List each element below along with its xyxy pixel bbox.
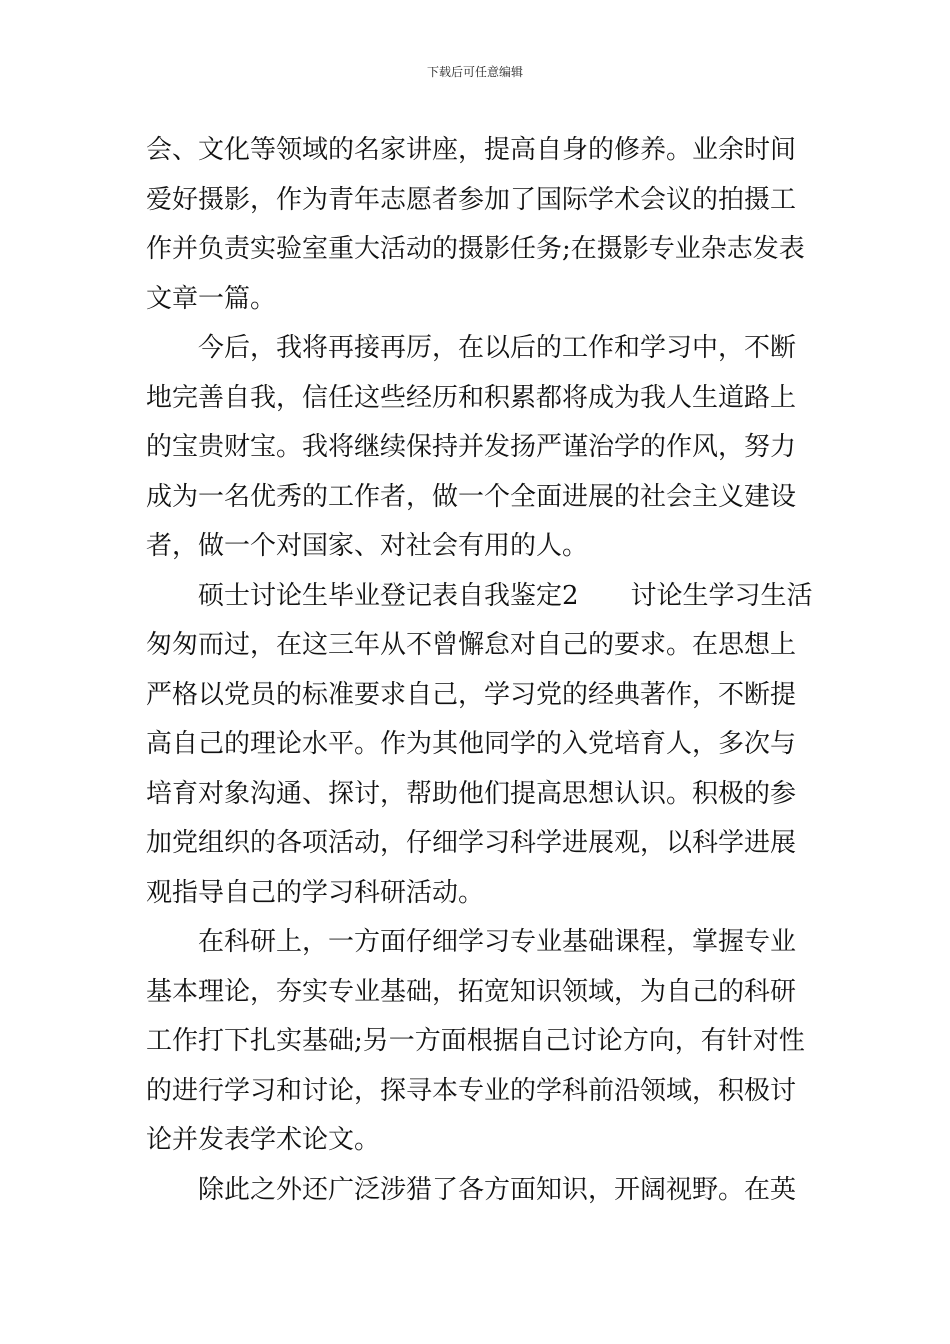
page-header: 下载后可任意编辑 [426, 65, 523, 79]
paragraph-research [146, 918, 806, 1166]
text-line: 基本理论，夯实专业基础，拓宽知识领域，为自己的科研 [146, 976, 797, 1007]
text-line: 观指导自己的学习科研活动。 [146, 877, 485, 908]
text-line: 的进行学习和讨论，探寻本专业的学科前沿领域，积极讨 [146, 1075, 797, 1106]
text-line: 匆匆而过，在这三年从不曾懈怠对自己的要求。在思想上 [146, 630, 797, 660]
paragraph-continuation [146, 126, 806, 324]
text-line: 高自己的理论水平。作为其他同学的入党培育人，多次与 [146, 729, 797, 759]
text-line: 硕士讨论生毕业登记表自我鉴定2 讨论生学习生活 [198, 580, 813, 611]
text-line: 论并发表学术论文。 [146, 1125, 381, 1155]
text-line: 地完善自我，信任这些经历和积累都将成为我人生道路上 [146, 382, 797, 413]
text-line: 加党组织的各项活动，仔细学习科学进展观，以科学进展 [146, 828, 797, 858]
text-line: 作并负责实验室重大活动的摄影任务;在摄影专业杂志发表 [146, 234, 805, 264]
text-line: 在科研上，一方面仔细学习专业基础课程，掌握专业 [198, 927, 797, 957]
text-line: 成为一名优秀的工作者，做一个全面进展的社会主义建设 [146, 481, 797, 512]
text-line: 严格以党员的标准要求自己，学习党的经典著作，不断提 [146, 679, 797, 710]
text-line: 会、文化等领域的名家讲座，提高自身的修养。业余时间 [146, 135, 797, 165]
text-line: 爱好摄影，作为青年志愿者参加了国际学术会议的拍摄工 [146, 184, 797, 215]
paragraph-self-assessment-2 [146, 572, 813, 919]
text-line: 文章一篇。 [146, 283, 277, 314]
paragraph-broad-knowledge [146, 1166, 806, 1216]
document-body [146, 126, 813, 1215]
text-line: 培育对象沟通、探讨，帮助他们提高思想认识。积极的参 [146, 778, 797, 809]
text-line: 者，做一个对国家、对社会有用的人。 [146, 531, 589, 561]
text-line: 今后，我将再接再厉，在以后的工作和学习中，不断 [198, 333, 797, 363]
text-line: 除此之外还广泛涉猎了各方面知识，开阔视野。在英 [198, 1174, 797, 1205]
text-line: 的宝贵财宝。我将继续保持并发扬严谨治学的作风，努力 [146, 432, 797, 462]
text-line: 工作打下扎实基础;另一方面根据自己讨论方向，有针对性 [146, 1026, 805, 1056]
paragraph-future-plans [146, 324, 806, 572]
